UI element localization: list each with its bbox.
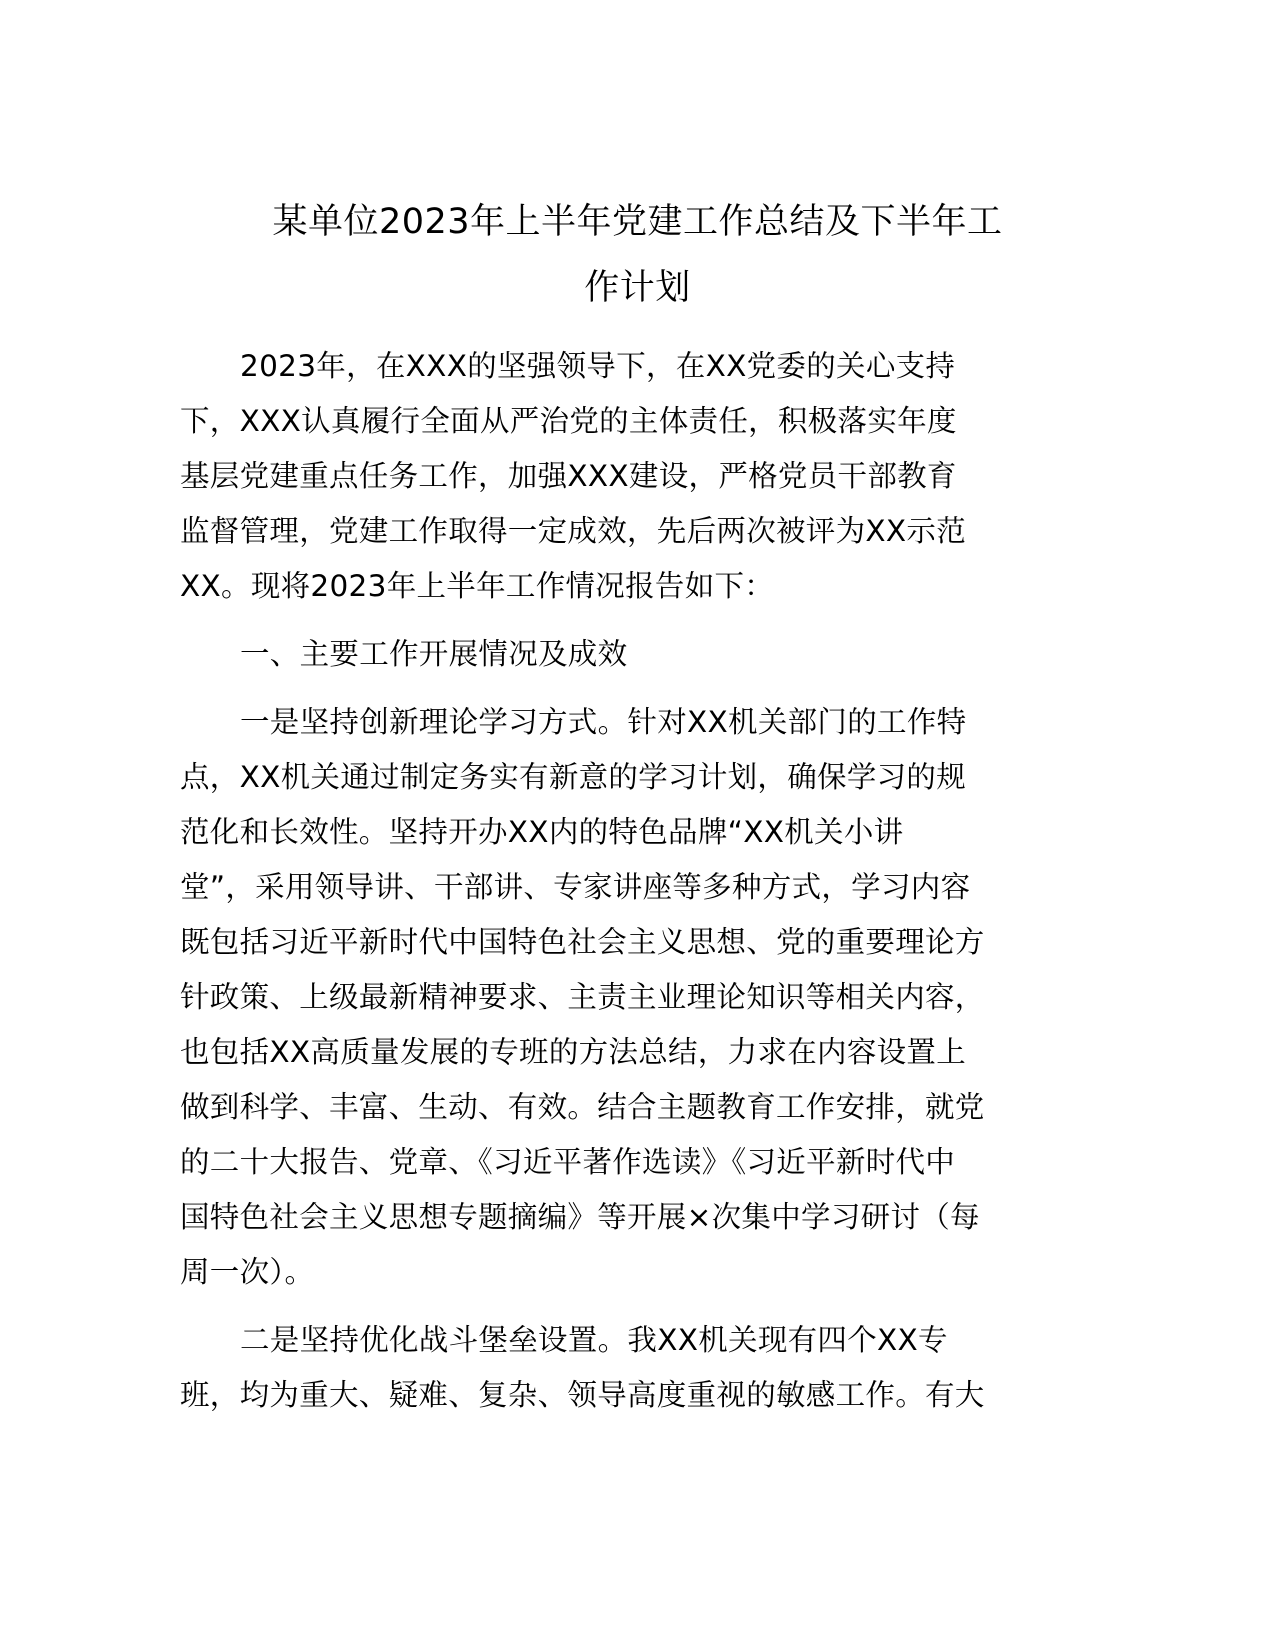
paragraph-line: 一是坚持创新理论学习方式。针对XX机关部门的工作特 (240, 705, 967, 739)
paragraph-line: 下，XXX认真履行全面从严治党的主体责任，积极落实年度 (180, 404, 957, 438)
paragraph-line: 范化和长效性。坚持开办XX内的特色品牌“XX机关小讲 (180, 815, 904, 849)
section-heading-text: 一、主要工作开展情况及成效 (240, 637, 628, 671)
paragraph-line: 做到科学、丰富、生动、有效。结合主题教育工作安排，就党 (180, 1090, 985, 1124)
paragraph-line: 堂”，采用领导讲、干部讲、专家讲座等多种方式，学习内容 (180, 870, 971, 904)
paragraph-line: 的二十大报告、党章、《习近平著作选读》《习近平新时代中 (180, 1145, 956, 1179)
paragraph-line: 周一次）。 (180, 1255, 315, 1289)
paragraph-line: 针政策、上级最新精神要求、主责主业理论知识等相关内容， (180, 980, 985, 1014)
paragraph-line: 也包括XX高质量发展的专班的方法总结，力求在内容设置上 (180, 1035, 967, 1069)
paragraph-line: 国特色社会主义思想专题摘编》等开展×次集中学习研讨（每 (180, 1200, 980, 1234)
paragraph-line: 班，均为重大、疑难、复杂、领导高度重视的敏感工作。有大 (180, 1378, 985, 1412)
paragraph-line: 基层党建重点任务工作，加强XXX建设，严格党员干部教育 (180, 459, 957, 493)
paragraph-line: 监督管理，党建工作取得一定成效，先后两次被评为XX示范 (180, 514, 967, 548)
paragraph-line: XX。现将2023年上半年工作情况报告如下： (180, 569, 775, 603)
document-title-line-2: 作计划 (584, 268, 691, 308)
paragraph-line: 二是坚持优化战斗堡垒设置。我XX机关现有四个XX专 (240, 1323, 948, 1357)
paragraph-line: 2023年，在XXX的坚强领导下，在XX党委的关心支持 (240, 349, 956, 383)
paragraph-line: 既包括习近平新时代中国特色社会主义思想、党的重要理论方 (180, 925, 985, 959)
document-title-line-1: 某单位2023年上半年党建工作总结及下半年工 (272, 202, 1003, 242)
paragraph-line: 点，XX机关通过制定务实有新意的学习计划，确保学习的规 (180, 760, 967, 794)
